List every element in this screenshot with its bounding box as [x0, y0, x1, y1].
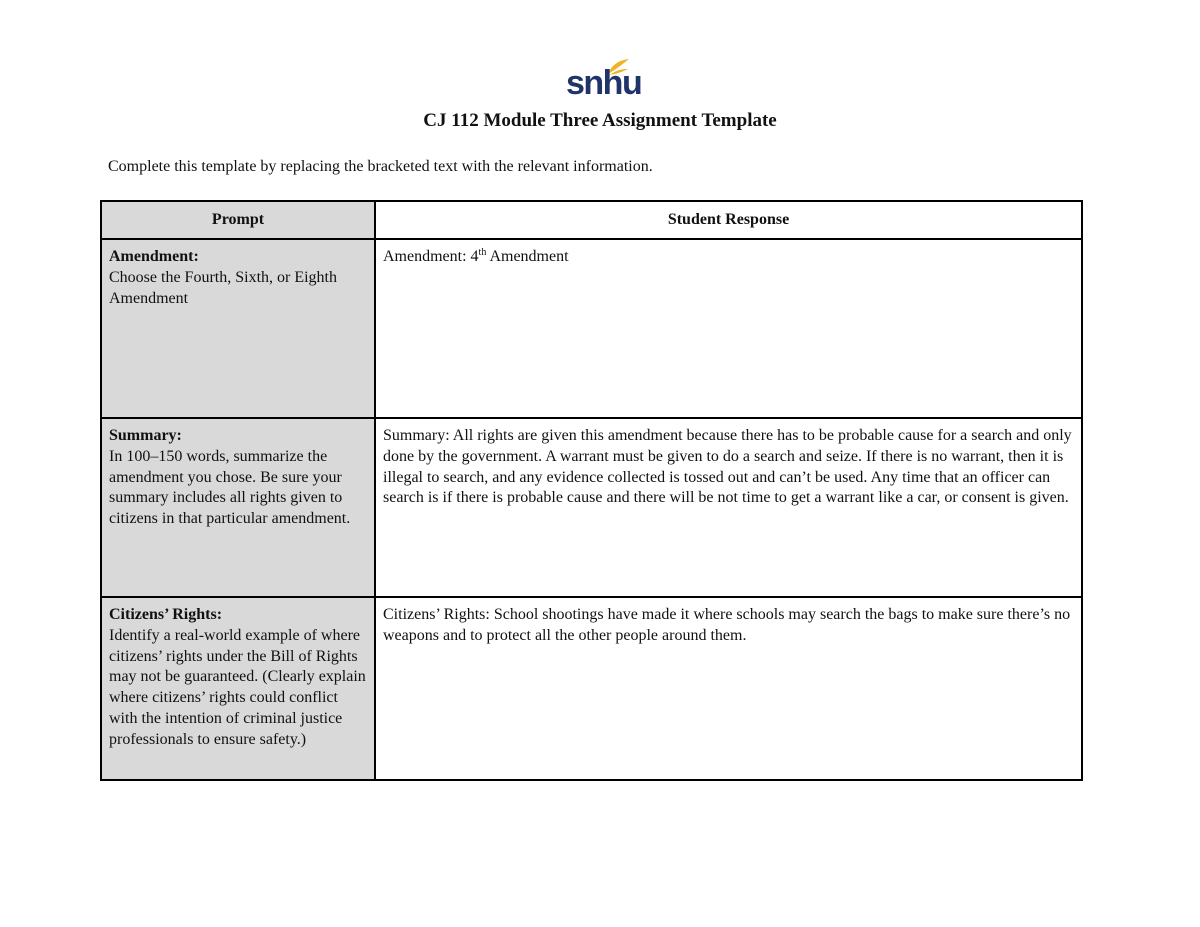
response-cell-amendment[interactable]	[375, 239, 1082, 418]
header-prompt: Prompt	[101, 201, 375, 239]
prompt-text: In 100–150 words, summarize the amendment you chose. Be sure your summary includes all rights given to citizens in that particular amendment.	[109, 447, 351, 528]
prompt-cell-summary	[101, 418, 375, 597]
logo-wordmark: snhu	[566, 64, 642, 102]
prompt-label: Citizens’ Rights:	[109, 606, 223, 623]
prompt-cell-amendment	[101, 239, 375, 418]
page-title: CJ 112 Module Three Assignment Template	[423, 110, 777, 131]
instructions-text: Complete this template by replacing the bracketed text with the relevant information.	[108, 158, 653, 175]
table-row	[101, 239, 1082, 418]
header-student-response: Student Response	[375, 201, 1082, 239]
response-cell-summary[interactable]: Summary: All rights are given this amendment because there has to be probable cause for a search and only done by the government. A warrant must be given to do a search and seize. If there is no warrant, then it is illegal to search, and any evidence collected is tossed out and can’t be used. Any time that an officer can search is if there is probable cause and there will be not time to get a warrant like a car, or consent is given.	[375, 418, 1082, 597]
assignment-table	[100, 200, 1083, 781]
snhu-logo	[566, 58, 642, 102]
prompt-label: Amendment:	[109, 248, 199, 265]
prompt-text: Identify a real-world example of where citizens’ rights under the Bill of Rights may not be guaranteed. (Clearly explain where citizens’ rights could conflict with the intention of criminal justice professionals to ensure safety.)	[109, 626, 366, 748]
response-text-suffix: Amendment	[486, 248, 569, 265]
prompt-text: Choose the Fourth, Sixth, or Eighth Amendment	[109, 268, 337, 307]
table-row	[101, 597, 1082, 780]
prompt-label: Summary:	[109, 427, 182, 444]
prompt-cell-citizens-rights	[101, 597, 375, 780]
table-header-row	[101, 201, 1082, 239]
response-text-superscript: th	[478, 247, 487, 258]
response-cell-citizens-rights[interactable]: Citizens’ Rights: School shootings have made it where schools may search the bags to make sure there’s no weapons and to protect all the other people around them.	[375, 597, 1082, 780]
response-text-prefix: Amendment: 4	[383, 248, 479, 265]
table-row	[101, 418, 1082, 597]
